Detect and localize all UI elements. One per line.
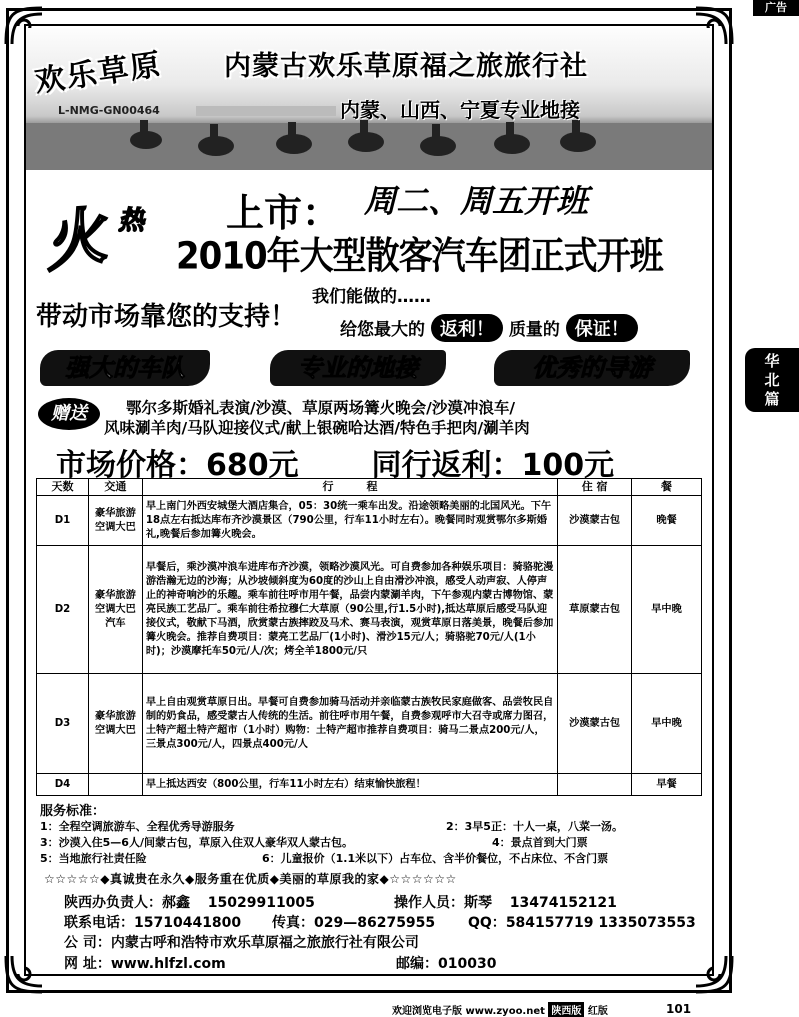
table-row — [37, 774, 702, 796]
service-title: 服务标准： — [40, 804, 106, 819]
gift-line-1: 鄂尔多斯婚礼表演/沙漠、草原两场篝火晚会/沙漠冲浪车/ — [126, 399, 515, 417]
qq-number[interactable]: 584157719 — [505, 915, 594, 931]
region-tab[interactable] — [745, 348, 799, 412]
shaanxi-contact — [64, 892, 315, 912]
company-label: 公 司： — [64, 935, 111, 951]
itinerary-cell: 早上抵达西安（800公里，行车11小时左右）结束愉快旅程！ — [142, 774, 557, 796]
strength-local-guide: 专业的地接 — [270, 350, 446, 386]
transport-cell — [88, 774, 142, 796]
strength-tour-guide: 优秀的导游 — [494, 350, 690, 386]
strength-fleet: 强大的车队 — [40, 350, 210, 386]
day-cell: D4 — [37, 774, 89, 796]
operator-phone[interactable]: 13474152121 — [509, 895, 617, 911]
specialty-tagline: 内蒙、山西、宁夏专业地接 — [340, 98, 580, 122]
motto-line: ☆☆☆☆☆◆真诚贵在永久◆服务重在优质◆美丽的草原我的家◆☆☆☆☆☆☆ — [44, 872, 457, 886]
service-item-4: 4：景点首到大门票 — [492, 836, 588, 849]
offer-line — [340, 314, 638, 342]
web-label: 网 址： — [64, 956, 111, 972]
table-row — [37, 496, 702, 546]
launch-label: 上市： — [226, 191, 341, 235]
col-header-meals: 餐 — [632, 479, 702, 496]
day-cell: D2 — [37, 546, 89, 674]
lodging-cell: 沙漠蒙古包 — [558, 674, 632, 774]
transport-cell: 豪华旅游空调大巴 — [88, 496, 142, 546]
transport-cell: 豪华旅游空调大巴汽车 — [88, 546, 142, 674]
guarantee-pill: 保证！ — [566, 314, 638, 342]
phone-label: 联系电话： — [64, 915, 134, 931]
service-item-5: 5：当地旅行社责任险 — [40, 852, 147, 865]
footer-browse[interactable]: 欢迎浏览电子版 www.zyoo.net — [392, 1006, 545, 1017]
shaanxi-label: 陕西办负责人： — [64, 895, 162, 911]
transport-cell: 豪华旅游空调大巴 — [88, 674, 142, 774]
gift-line-2: 风味涮羊肉/马队迎接仪式/献上银碗哈达酒/特色手把肉/涮羊肉 — [104, 419, 530, 437]
headline: 2010年大型散客汽车团正式开班 — [176, 234, 663, 279]
footer — [392, 1002, 608, 1017]
service-item-1: 1：全程空调旅游车、全程优秀导游服务 — [40, 820, 235, 833]
launch-days: 周二、周五开班 — [364, 182, 589, 220]
company-full-name: 内蒙古呼和浩特市欢乐草原福之旅旅行社有限公司 — [110, 935, 419, 951]
company-line — [64, 932, 419, 952]
ad-tag: 广告 — [753, 0, 799, 16]
meals-cell: 早餐 — [632, 774, 702, 796]
phone-number[interactable]: 15710441800 — [134, 915, 242, 931]
operator-name: 斯琴 — [464, 895, 492, 911]
meals-cell: 晚餐 — [632, 496, 702, 546]
col-header-itinerary: 行 程 — [142, 479, 557, 496]
col-header-day: 天数 — [37, 479, 89, 496]
zip-line — [396, 953, 496, 973]
col-header-lodging: 住 宿 — [558, 479, 632, 496]
rebate-amount: 100元 — [521, 448, 615, 483]
page-number: 101 — [666, 1002, 692, 1016]
day-cell: D3 — [37, 674, 89, 774]
corner-ornament-icon — [692, 952, 736, 996]
day-cell: D1 — [37, 496, 89, 546]
qq-phone[interactable]: 1335073553 — [598, 915, 696, 931]
qq-contact — [468, 912, 696, 932]
itinerary-table — [36, 478, 702, 796]
rebate-label: 同行返利： — [371, 448, 522, 483]
meals-cell: 早中晚 — [632, 674, 702, 774]
zip-code: 010030 — [438, 956, 497, 972]
website-link[interactable]: www.hlfzl.com — [110, 956, 226, 972]
fax-label: 传真： — [272, 915, 314, 931]
table-row — [37, 546, 702, 674]
service-item-6: 6：儿童报价（1.1米以下）占车位、含半价餐位，不占床位、不含门票 — [262, 852, 609, 865]
fire-word: 火 — [37, 198, 111, 281]
quality-prefix: 质量的 — [508, 320, 560, 340]
rebate-pill: 返利！ — [431, 314, 503, 342]
col-header-transport: 交通 — [88, 479, 142, 496]
itinerary-cell: 早上南门外西安城堡大酒店集合，05：30统一乘车出发。沿途领略美丽的北国风光。下午18点左右抵达库布齐沙漠景区（790公里，行车11小时左右）。晚餐同时观赏鄂尔多斯婚礼,晚餐后参加篝火晚会。 — [142, 496, 557, 546]
gift-badge: 赠送 — [38, 398, 100, 430]
zip-label: 邮编： — [396, 956, 438, 972]
qq-label: QQ： — [468, 915, 506, 931]
footer-color: 红版 — [587, 1006, 608, 1017]
give-prefix: 给您最大的 — [340, 320, 425, 340]
brand-logo: 欢乐草原 — [32, 47, 165, 100]
footer-edition: 陕西版 — [548, 1002, 584, 1017]
shaanxi-name: 郝鑫 — [162, 895, 190, 911]
table-row — [37, 674, 702, 774]
shaanxi-phone[interactable]: 15029911005 — [207, 895, 315, 911]
phone-contact — [64, 912, 241, 932]
lodging-cell: 草原蒙古包 — [558, 546, 632, 674]
hot-word: 热 — [118, 206, 145, 236]
service-item-3: 3：沙漠入住5—6人/间蒙古包，草原入住双人豪华双人蒙古包。 — [40, 836, 353, 849]
fax-number: 029—86275955 — [314, 915, 436, 931]
fax-contact — [272, 912, 435, 932]
meals-cell: 早中晚 — [632, 546, 702, 674]
lodging-cell: 沙漠蒙古包 — [558, 496, 632, 546]
company-name: 内蒙古欢乐草原福之旅旅行社 — [224, 51, 588, 82]
service-item-2: 2：3早5正：十人一桌，八菜一汤。 — [446, 820, 623, 833]
operator-contact — [394, 892, 617, 912]
table-header-row — [37, 479, 702, 496]
region-tab-label: 华北篇 — [764, 352, 780, 408]
operator-label: 操作人员： — [394, 895, 464, 911]
market-price-label: 市场价格： — [56, 448, 206, 483]
corner-ornament-icon — [2, 952, 46, 996]
we-can-text: 我们能做的…… — [312, 287, 431, 307]
lodging-cell — [558, 774, 632, 796]
itinerary-cell: 早餐后，乘沙漠冲浪车进库布齐沙漠，领略沙漠风光。可自费参加各种娱乐项目：骑骆驼漫游浩瀚无边的沙海；从沙坡倾斜度为60度的沙山上自由滑沙冲浪，感受人动声寂、人停声止的神奇响沙的乐趣。乘车前往呼市用午餐，品尝内蒙涮羊肉，下午参观内蒙古博物馆、蒙亮民族工艺品厂。乘车前往希拉穆仁大草原（90公里,行1.5小时),抵达草原后感受马队迎接仪式，敬献下马酒，欣赏蒙古族摔跤及马术、赛马表演，观赏草原日落美景，晚餐后参加篝火晚会。推荐自费项目：蒙亮工艺品厂(1小时)、滑沙15元/人；骑骆驼70元/人(1小时)；沙漠摩托车50元/人/次；烤全羊1800元/只 — [142, 546, 557, 674]
itinerary-cell: 早上自由观赏草原日出。早餐可自费参加骑马活动并亲临蒙古族牧民家庭做客、品尝牧民自制的奶食品，感受蒙古人传统的生活。前往呼市用午餐，自费参观呼市大召寺或席力图召，土特产超土特产超市（1小时）购物：土特产超市推荐自费项目：骑马二景点200元/人，三景点300元/人，四景点400元/人 — [142, 674, 557, 774]
market-price: 680元 — [206, 448, 299, 483]
license-number: L-NMG-GN00464 — [58, 104, 160, 117]
support-slogan: 带动市场靠您的支持！ — [36, 302, 297, 332]
website-line — [64, 953, 226, 973]
